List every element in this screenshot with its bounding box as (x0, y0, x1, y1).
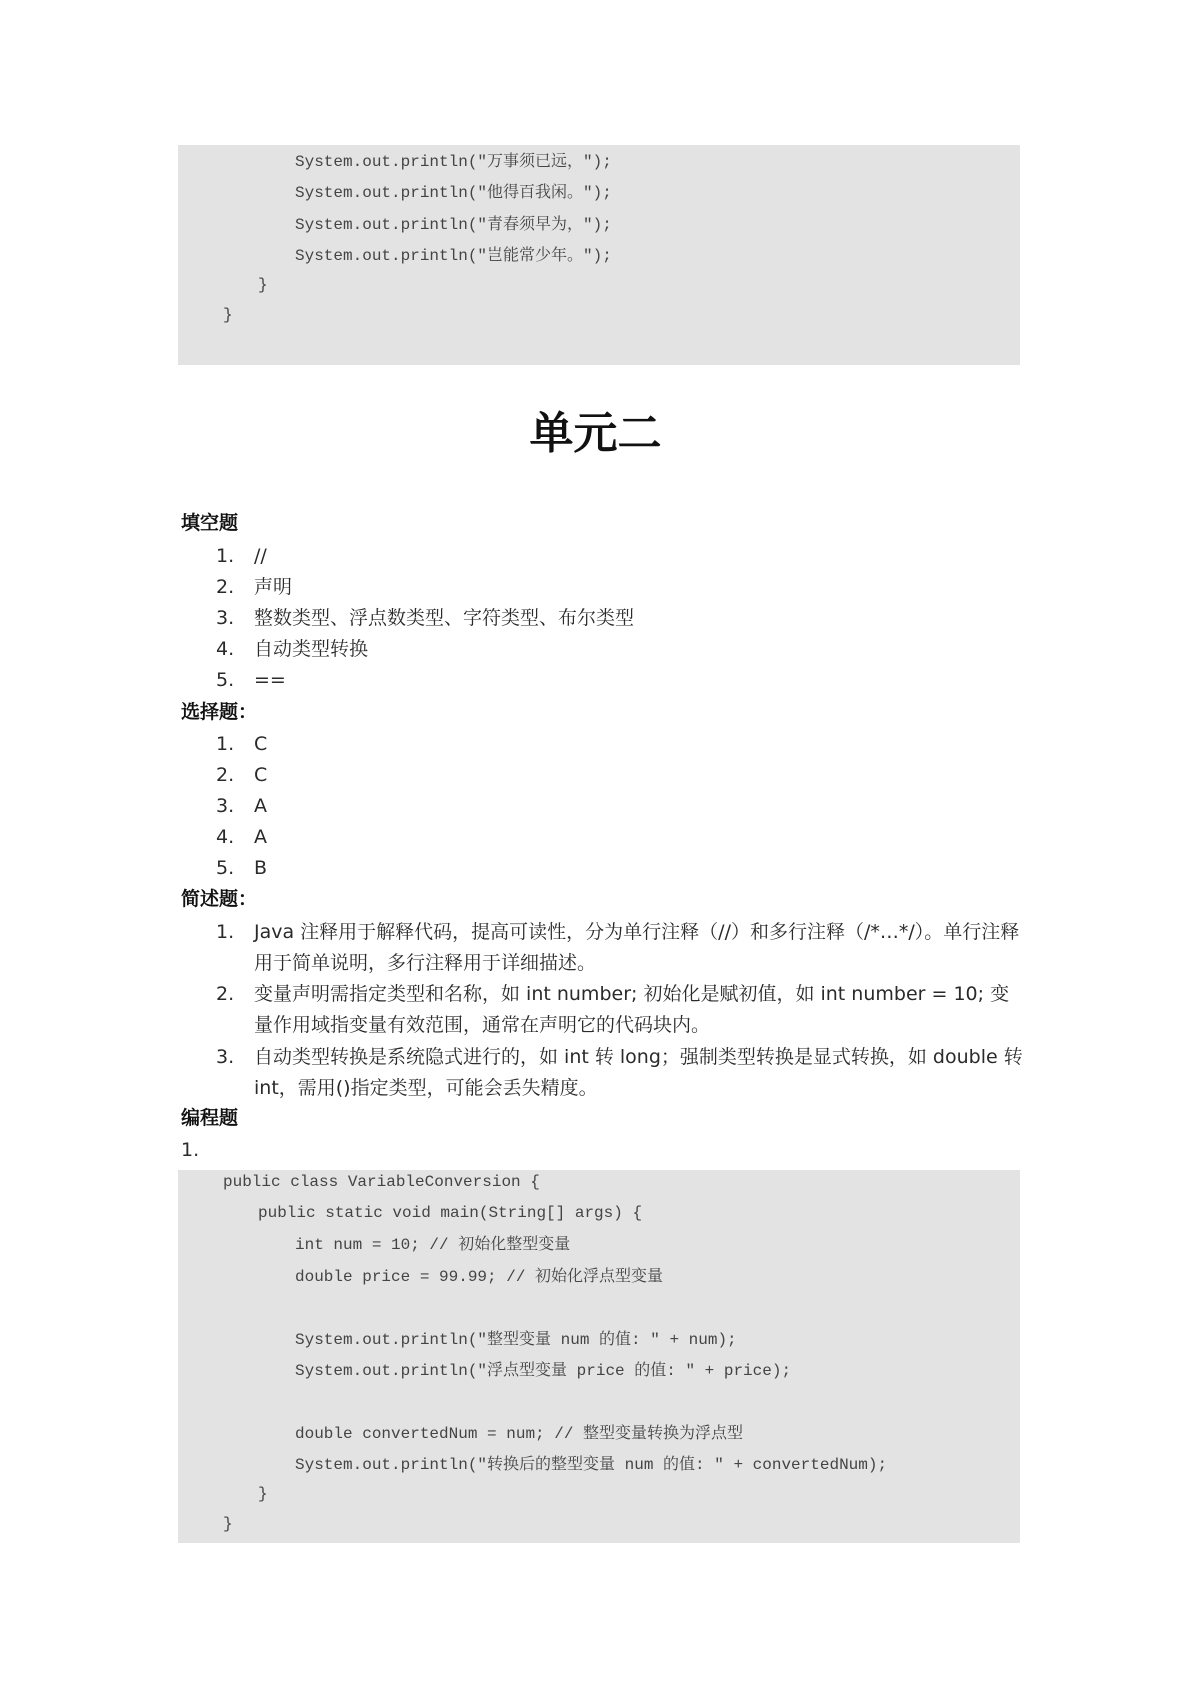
section-heading-short-answer: 简述题： (181, 888, 258, 910)
code-line: System.out.println("他得百我闲。"); (295, 184, 612, 202)
item-number: 2. (216, 764, 235, 786)
item-number: 1. (216, 733, 235, 755)
code-line: } (223, 1515, 233, 1533)
item-text: 自动类型转换是系统隐式进行的，如 int 转 long；强制类型转换是显式转换，如 double 转 int，需用()指定类型，可能会丢失精度。 (254, 1046, 1023, 1099)
item-text: A (254, 826, 267, 848)
item-number: 2. (216, 576, 235, 598)
item-text: C (254, 764, 268, 786)
item-text: C (254, 733, 268, 755)
section-heading-choice: 选择题： (181, 701, 258, 723)
code-line: System.out.println("岂能常少年。"); (295, 247, 612, 265)
section-heading-programming: 编程题 (181, 1107, 239, 1129)
code-line: } (258, 276, 268, 294)
item-number: 4. (216, 638, 235, 660)
item-text: 变量声明需指定类型和名称，如 int number; 初始化是赋初值，如 int number = 10; 变量作用域指变量有效范围，通常在声明它的代码块内。 (254, 983, 1010, 1036)
code-line: public class VariableConversion { (223, 1173, 540, 1191)
item-text: == (254, 669, 286, 691)
item-number: 3. (216, 607, 235, 629)
code-line: System.out.println("万事须已远，"); (295, 153, 612, 171)
item-text: B (254, 857, 268, 879)
code-line: System.out.println("整型变量 num 的值: " + num); (295, 1331, 737, 1349)
code-line: } (258, 1485, 268, 1503)
item-text: Java 注释用于解释代码，提高可读性，分为单行注释（//）和多行注释（/*…*/）。单行注释用于简单说明，多行注释用于详细描述。 (254, 921, 1020, 974)
item-number: 5. (216, 857, 235, 879)
item-number: 1. (216, 545, 235, 567)
item-number: 3. (216, 795, 235, 817)
program-code-block (178, 1170, 1020, 1543)
item-number: 5. (216, 669, 235, 691)
code-line: System.out.println("浮点型变量 price 的值: " + price); (295, 1362, 792, 1380)
top-code-block (178, 145, 1020, 365)
code-line: System.out.println("转换后的整型变量 num 的值: " + convertedNum); (295, 1456, 888, 1474)
item-number: 2. (216, 983, 235, 1005)
item-number: 1. (216, 921, 235, 943)
code-line: public static void main(String[] args) { (258, 1204, 643, 1222)
code-line: double convertedNum = num; // 整型变量转换为浮点型 (295, 1425, 744, 1443)
item-text: 整数类型、浮点数类型、字符类型、布尔类型 (254, 607, 635, 629)
code-line: int num = 10; // 初始化整型变量 (295, 1236, 571, 1254)
item-text: 声明 (254, 576, 293, 598)
section-heading-fill-blank: 填空题 (181, 512, 239, 534)
item-number: 4. (216, 826, 235, 848)
item-number: 3. (216, 1046, 235, 1068)
code-line: System.out.println("青春须早为，"); (295, 216, 612, 234)
item-text: 自动类型转换 (254, 638, 369, 660)
code-line: double price = 99.99; // 初始化浮点型变量 (295, 1268, 664, 1286)
unit-title: 单元二 (529, 408, 662, 459)
programming-item-number: 1. (181, 1139, 200, 1161)
item-text: A (254, 795, 267, 817)
code-line: } (223, 306, 233, 324)
item-text: // (254, 545, 267, 567)
